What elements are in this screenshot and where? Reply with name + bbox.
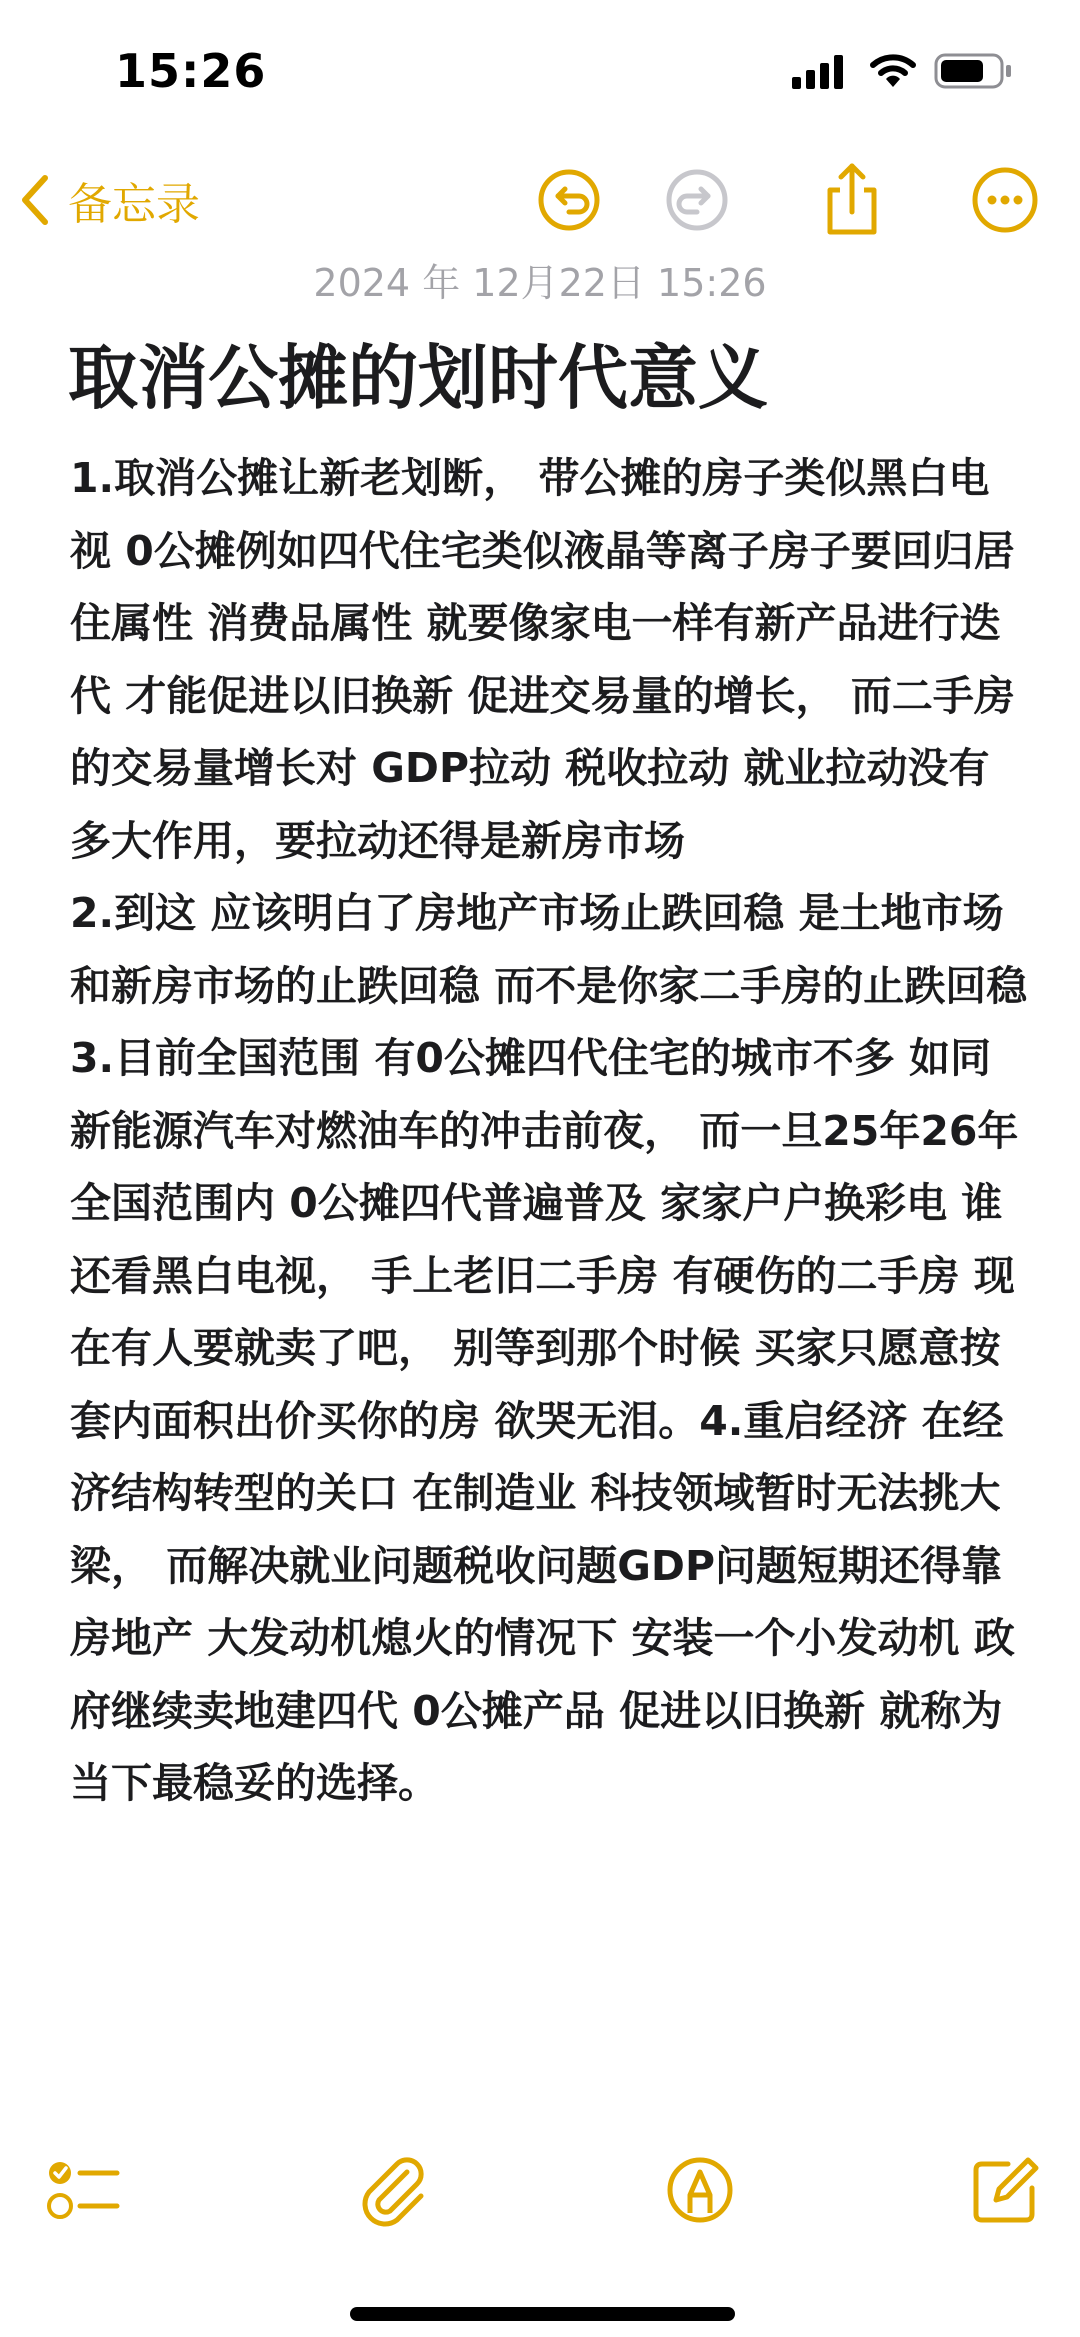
nav-bar [0, 150, 1080, 250]
checklist-icon[interactable] [45, 2150, 125, 2230]
share-icon[interactable] [812, 160, 892, 240]
bottom-toolbar [0, 2150, 1080, 2240]
compose-icon[interactable] [966, 2150, 1046, 2230]
note-paragraph: 3.目前全国范围 有0公摊四代住宅的城市不多 如同新能源汽车对燃油车的冲击前夜， 而一旦25年26年 全国范围内 0公摊四代普遍普及 家家户户换彩电 谁还看黑白电视， 手上老旧二手房 有硬伤的二手房 现在有人要就卖了吧， 别等到那个时候 买家只愿意按套内面积出价买你的房 欲哭无泪。4.重启经济 在经济结构转型的关口 在制造业 科技领域暂时无法挑大梁， 而解决就业问题税收问题GDP问题短期还得靠房地产 大发动机熄火的情况下 安装一个小发动机 政府继续卖地建四代 0公摊产品 促进以旧换新 就称为当下最稳妥的选择。 [70, 1034, 1019, 1807]
paperclip-icon[interactable] [355, 2150, 435, 2230]
redo-icon[interactable] [657, 160, 737, 240]
undo-icon[interactable] [529, 160, 609, 240]
home-indicator [350, 2307, 735, 2321]
note-paragraph: 2.到这 应该明白了房地产市场止跌回稳 是土地市场和新房市场的止跌回稳 而不是你家二手房的止跌回稳 [70, 889, 1028, 1010]
markup-pen-icon[interactable] [660, 2150, 740, 2230]
signal-icon [792, 55, 846, 89]
back-label: 备忘录 [68, 179, 200, 230]
back-button[interactable] [20, 160, 200, 240]
more-icon[interactable] [965, 160, 1045, 240]
note-date: 2024 年 12月22日 15:26 [313, 261, 767, 305]
wifi-icon [869, 52, 917, 88]
note-body[interactable] [70, 442, 1030, 1820]
note-title[interactable]: 取消公摊的划时代意义 [68, 337, 768, 419]
battery-icon [934, 53, 1014, 89]
note-paragraph: 1.取消公摊让新老划断， 带公摊的房子类似黑白电视 0公摊例如四代住宅类似液晶等离子房子要回归居住属性 消费品属性 就要像家电一样有新产品进行迭代 才能促进以旧换新 促进交易量的增长， 而二手房的交易量增长对 GDP拉动 税收拉动 就业拉动没有多大作用，要拉动还得是新房市场 [70, 454, 1015, 865]
status-bar [0, 0, 1080, 140]
chevron-left-icon [20, 174, 50, 226]
status-time: 15:26 [115, 44, 267, 98]
